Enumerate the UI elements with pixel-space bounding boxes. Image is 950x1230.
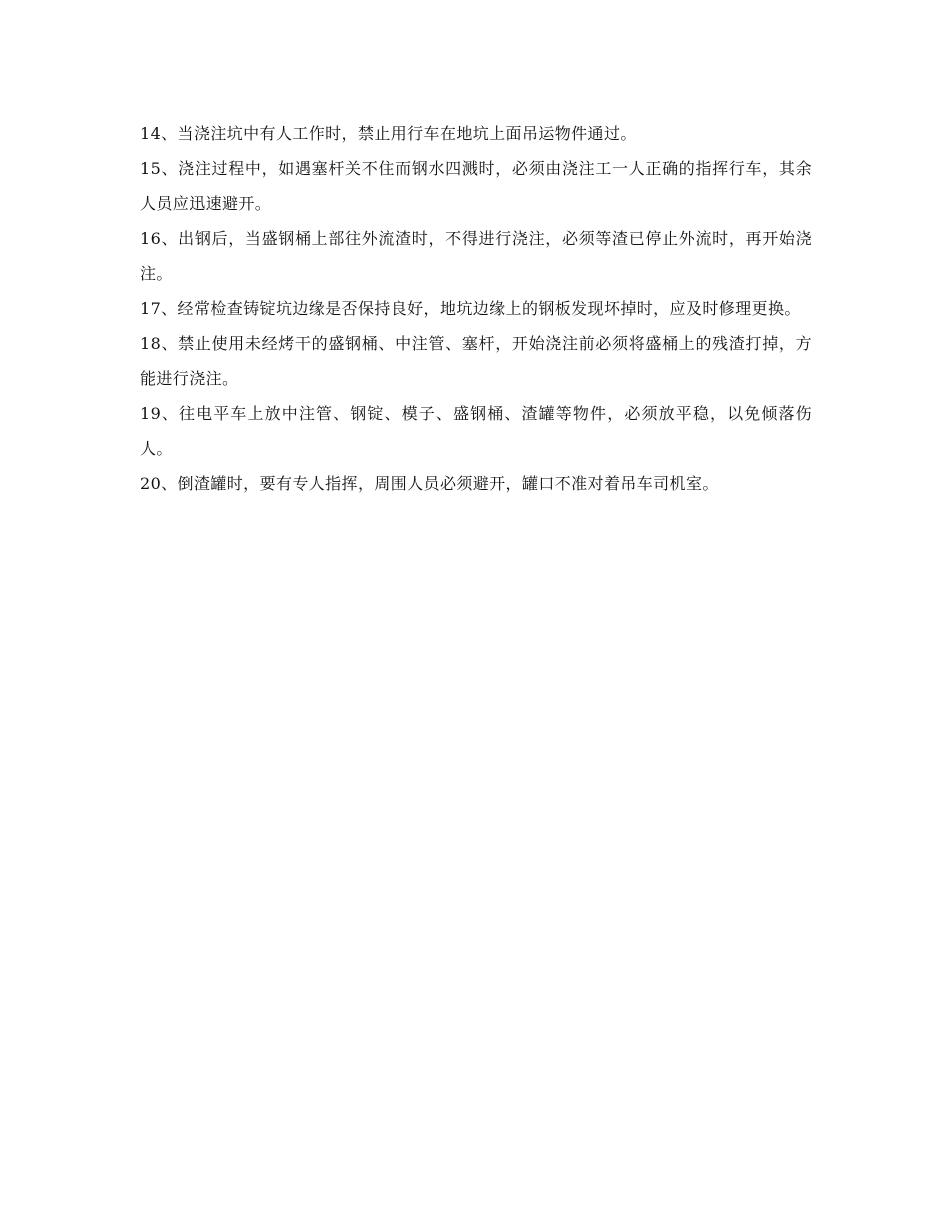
rule-item-19: 19、往电平车上放中注管、钢锭、模子、盛钢桶、渣罐等物件，必须放平稳，以免倾落伤人。 — [140, 404, 812, 458]
rule-item-17: 17、经常检查铸锭坑边缘是否保持良好，地坑边缘上的钢板发现坏掉时，应及时修理更换。 — [140, 299, 801, 318]
rule-item-14: 14、当浇注坑中有人工作时，禁止用行车在地坑上面吊运物件通过。 — [140, 124, 637, 143]
rules-list — [140, 116, 812, 501]
rule-item-16: 16、出钢后，当盛钢桶上部往外流渣时，不得进行浇注，必须等渣已停止外流时，再开始浇注。 — [140, 229, 812, 283]
rule-item-15: 15、浇注过程中，如遇塞杆关不住而钢水四溅时，必须由浇注工一人正确的指挥行车，其余人员应迅速避开。 — [140, 159, 812, 213]
rule-item-18: 18、禁止使用未经烤干的盛钢桶、中注管、塞杆，开始浇注前必须将盛桶上的残渣打掉，方能进行浇注。 — [140, 334, 812, 388]
rule-item-20: 20、倒渣罐时，要有专人指挥，周围人员必须避开，罐口不准对着吊车司机室。 — [140, 474, 719, 493]
